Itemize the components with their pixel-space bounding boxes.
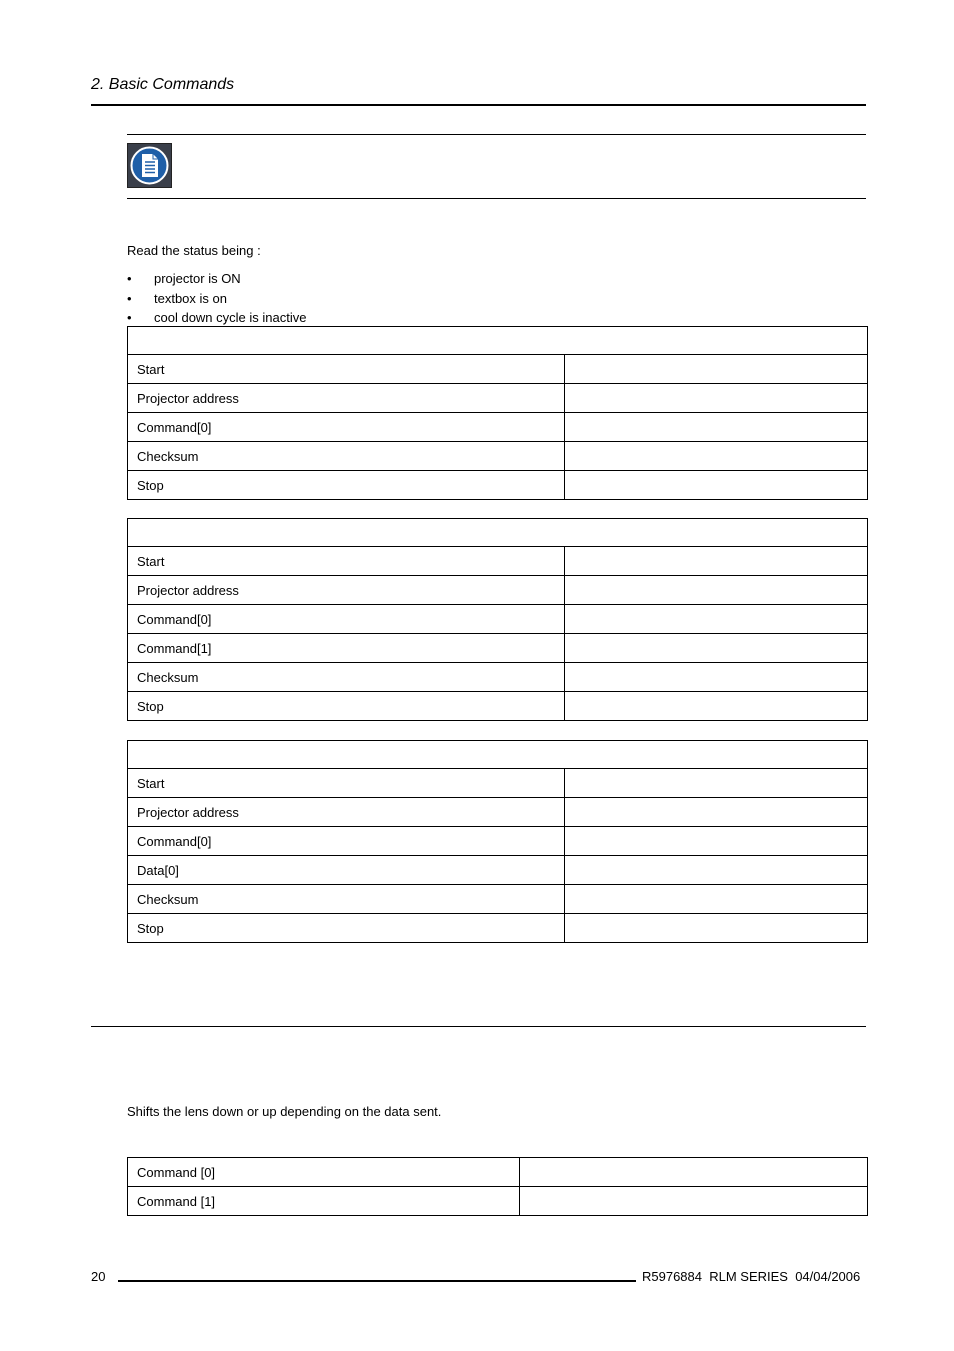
row-label: Checksum [128, 885, 565, 914]
row-label: Projector address [128, 798, 565, 827]
row-value [565, 471, 868, 500]
bullet-dot: • [127, 271, 132, 286]
table-row [128, 769, 868, 798]
lens-shift-table [127, 1157, 868, 1216]
row-value [565, 692, 868, 721]
row-value [565, 413, 868, 442]
table-row [128, 471, 868, 500]
row-value [520, 1187, 868, 1216]
table-title-row [128, 741, 868, 769]
table-row [128, 856, 868, 885]
row-value [565, 885, 868, 914]
row-label: Command[0] [128, 827, 565, 856]
note-bottom-rule [127, 198, 866, 199]
table-row [128, 576, 868, 605]
command-table-1 [127, 326, 868, 500]
table-title-row [128, 327, 868, 355]
row-value [565, 827, 868, 856]
row-value [565, 798, 868, 827]
row-value [565, 634, 868, 663]
row-value [565, 769, 868, 798]
bullet-dot: • [127, 291, 132, 306]
table-row [128, 547, 868, 576]
bullet-label: textbox is on [154, 291, 227, 306]
table-row [128, 914, 868, 943]
row-value [565, 442, 868, 471]
row-label: Projector address [128, 576, 565, 605]
row-label: Start [128, 769, 565, 798]
row-label: Stop [128, 692, 565, 721]
table-row [128, 798, 868, 827]
table-title [128, 741, 868, 769]
table-row [128, 1187, 868, 1216]
table-row [128, 413, 868, 442]
table-title [128, 327, 868, 355]
row-value [520, 1158, 868, 1187]
intro-text: Read the status being : [127, 243, 261, 258]
note-top-rule [127, 134, 866, 135]
row-label: Stop [128, 471, 565, 500]
row-value [565, 576, 868, 605]
row-value [565, 355, 868, 384]
row-value [565, 856, 868, 885]
note-icon [127, 143, 172, 188]
table-row [128, 663, 868, 692]
bullet-label: cool down cycle is inactive [154, 310, 307, 325]
command-table-2 [127, 518, 868, 721]
row-label: Command [1] [128, 1187, 520, 1216]
table-row [128, 1158, 868, 1187]
table-row [128, 355, 868, 384]
bullet-dot: • [127, 310, 132, 325]
table-row [128, 605, 868, 634]
document-reference: R5976884 RLM SERIES 04/04/2006 [642, 1269, 861, 1284]
row-label: Stop [128, 914, 565, 943]
row-label: Checksum [128, 663, 565, 692]
row-value [565, 605, 868, 634]
header-rule [91, 104, 866, 106]
section-rule [91, 1026, 866, 1027]
row-label: Start [128, 547, 565, 576]
bullet-label: projector is ON [154, 271, 241, 286]
footer-rule [118, 1280, 636, 1282]
row-label: Data[0] [128, 856, 565, 885]
row-label: Command[1] [128, 634, 565, 663]
chapter-title: 2. Basic Commands [91, 76, 235, 93]
row-value [565, 384, 868, 413]
row-label: Checksum [128, 442, 565, 471]
row-value [565, 914, 868, 943]
table-row [128, 827, 868, 856]
row-label: Command[0] [128, 605, 565, 634]
table-row [128, 634, 868, 663]
table-title-row [128, 519, 868, 547]
command-table-3 [127, 740, 868, 943]
table-row [128, 692, 868, 721]
page-number: 20 [91, 1269, 106, 1284]
row-label: Projector address [128, 384, 565, 413]
table-row [128, 885, 868, 914]
row-value [565, 547, 868, 576]
row-label: Start [128, 355, 565, 384]
table-row [128, 384, 868, 413]
section-description: Shifts the lens down or up depending on the data sent. [127, 1104, 442, 1119]
row-label: Command[0] [128, 413, 565, 442]
table-title [128, 519, 868, 547]
table-row [128, 442, 868, 471]
row-value [565, 663, 868, 692]
row-label: Command [0] [128, 1158, 520, 1187]
